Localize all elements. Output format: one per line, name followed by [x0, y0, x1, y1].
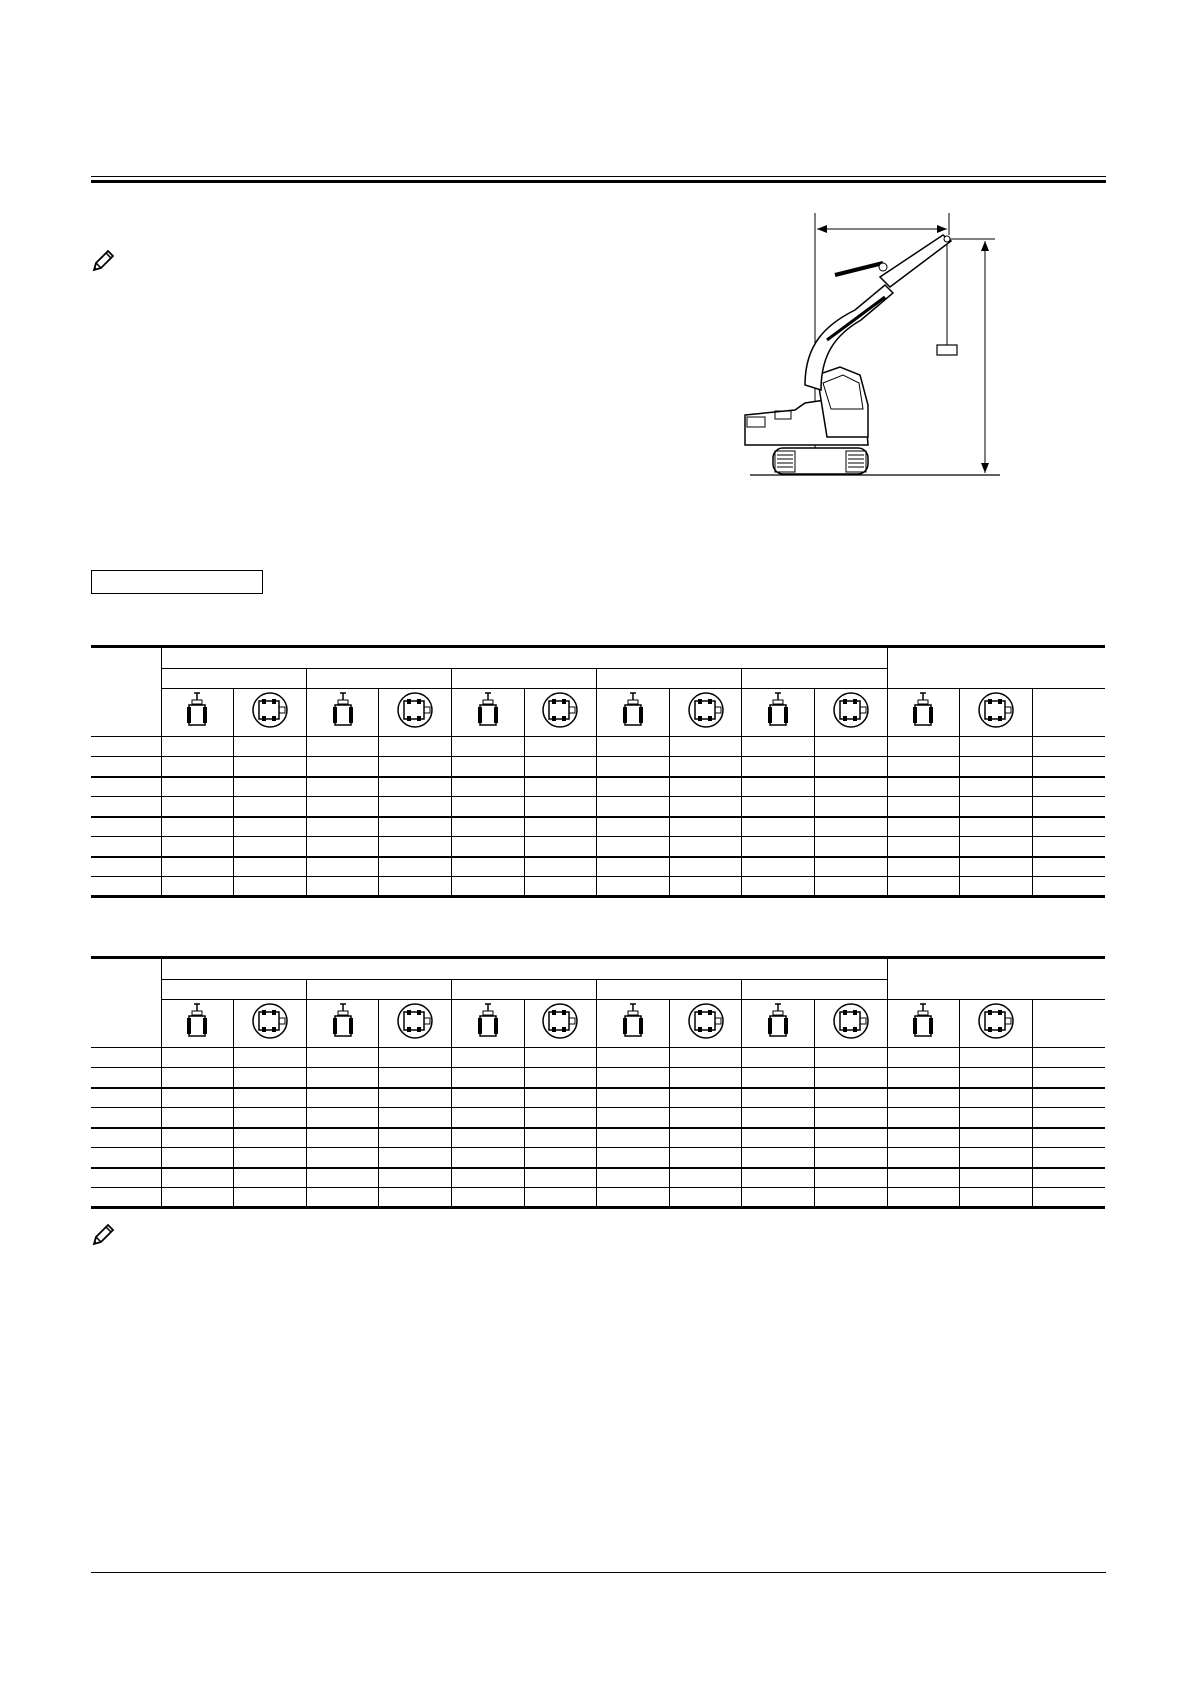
table-row — [91, 1108, 1105, 1128]
front-over-icon-cell — [451, 1000, 524, 1048]
table-header-row — [91, 647, 1105, 669]
front-over-icon — [903, 691, 943, 729]
over-side-icon-cell — [669, 1000, 742, 1048]
over-side-icon — [686, 1002, 726, 1040]
front-over-icon-cell — [161, 689, 234, 737]
header-cell — [161, 958, 887, 980]
front-over-icon — [613, 1002, 653, 1040]
over-side-icon-cell — [524, 1000, 597, 1048]
table-row — [91, 1188, 1105, 1208]
header-cell — [1032, 1000, 1105, 1048]
over-side-icon-cell — [960, 1000, 1033, 1048]
table-row — [91, 1048, 1105, 1068]
table-row — [91, 777, 1105, 797]
over-side-icon — [976, 1002, 1016, 1040]
over-side-icon-cell — [814, 1000, 887, 1048]
front-over-icon — [323, 691, 363, 729]
front-over-icon — [758, 691, 798, 729]
model-label-box — [91, 570, 263, 594]
front-over-icon-cell — [887, 1000, 960, 1048]
over-side-icon-cell — [234, 1000, 307, 1048]
over-side-icon — [540, 691, 580, 729]
table-row — [91, 837, 1105, 857]
table-row — [91, 1068, 1105, 1088]
table-row — [91, 737, 1105, 757]
header-cell — [161, 669, 306, 689]
header-cell — [742, 980, 887, 1000]
table-header-row — [91, 958, 1105, 980]
table-row — [91, 1128, 1105, 1148]
over-side-icon — [831, 691, 871, 729]
front-over-icon-cell — [597, 689, 670, 737]
table-row — [91, 817, 1105, 837]
table-row — [91, 1088, 1105, 1108]
front-over-icon-cell — [451, 689, 524, 737]
pencil-note-icon — [91, 247, 117, 273]
header-cell — [887, 958, 1105, 1000]
front-over-icon — [468, 691, 508, 729]
header-cell — [597, 669, 742, 689]
front-over-icon-cell — [161, 1000, 234, 1048]
over-side-icon — [831, 1002, 871, 1040]
over-side-icon — [976, 691, 1016, 729]
over-side-icon — [395, 1002, 435, 1040]
header-cell — [1032, 689, 1105, 737]
header-cell — [451, 669, 596, 689]
table-row — [91, 757, 1105, 777]
front-over-icon — [177, 1002, 217, 1040]
front-over-icon — [468, 1002, 508, 1040]
header-cell — [887, 647, 1105, 689]
over-side-icon — [686, 691, 726, 729]
front-over-icon-cell — [742, 1000, 815, 1048]
table-row — [91, 797, 1105, 817]
icon-header-row — [91, 1000, 1105, 1048]
over-side-icon — [250, 691, 290, 729]
excavator-lifting-diagram-icon — [735, 205, 1015, 485]
over-side-icon-cell — [960, 689, 1033, 737]
front-over-icon-cell — [597, 1000, 670, 1048]
front-over-icon-cell — [306, 1000, 379, 1048]
front-over-icon — [613, 691, 653, 729]
header-cell — [597, 980, 742, 1000]
table-row — [91, 857, 1105, 877]
front-over-icon-cell — [887, 689, 960, 737]
over-side-icon — [395, 691, 435, 729]
icon-header-row — [91, 689, 1105, 737]
front-over-icon — [903, 1002, 943, 1040]
front-over-icon-cell — [742, 689, 815, 737]
over-side-icon-cell — [234, 689, 307, 737]
front-over-icon-cell — [306, 689, 379, 737]
pencil-note-icon — [91, 1221, 117, 1247]
header-cell — [161, 647, 887, 669]
header-cell — [306, 669, 451, 689]
footer-rule — [91, 1572, 1106, 1573]
header-cell — [161, 980, 306, 1000]
header-cell — [91, 647, 161, 737]
header-cell — [91, 958, 161, 1048]
lifting-capacity-table — [91, 645, 1105, 898]
front-over-icon — [177, 691, 217, 729]
header-cell — [451, 980, 596, 1000]
over-side-icon-cell — [379, 689, 452, 737]
header-cell — [306, 980, 451, 1000]
header-cell — [742, 669, 887, 689]
over-side-icon-cell — [669, 689, 742, 737]
over-side-icon-cell — [379, 1000, 452, 1048]
over-side-icon — [540, 1002, 580, 1040]
over-side-icon-cell — [524, 689, 597, 737]
front-over-icon — [758, 1002, 798, 1040]
table-row — [91, 877, 1105, 897]
table-row — [91, 1168, 1105, 1188]
over-side-icon-cell — [814, 689, 887, 737]
front-over-icon — [323, 1002, 363, 1040]
lifting-capacity-table — [91, 956, 1105, 1209]
table-row — [91, 1148, 1105, 1168]
header-rule-thin — [91, 176, 1106, 177]
over-side-icon — [250, 1002, 290, 1040]
header-rule-thick — [91, 180, 1106, 183]
